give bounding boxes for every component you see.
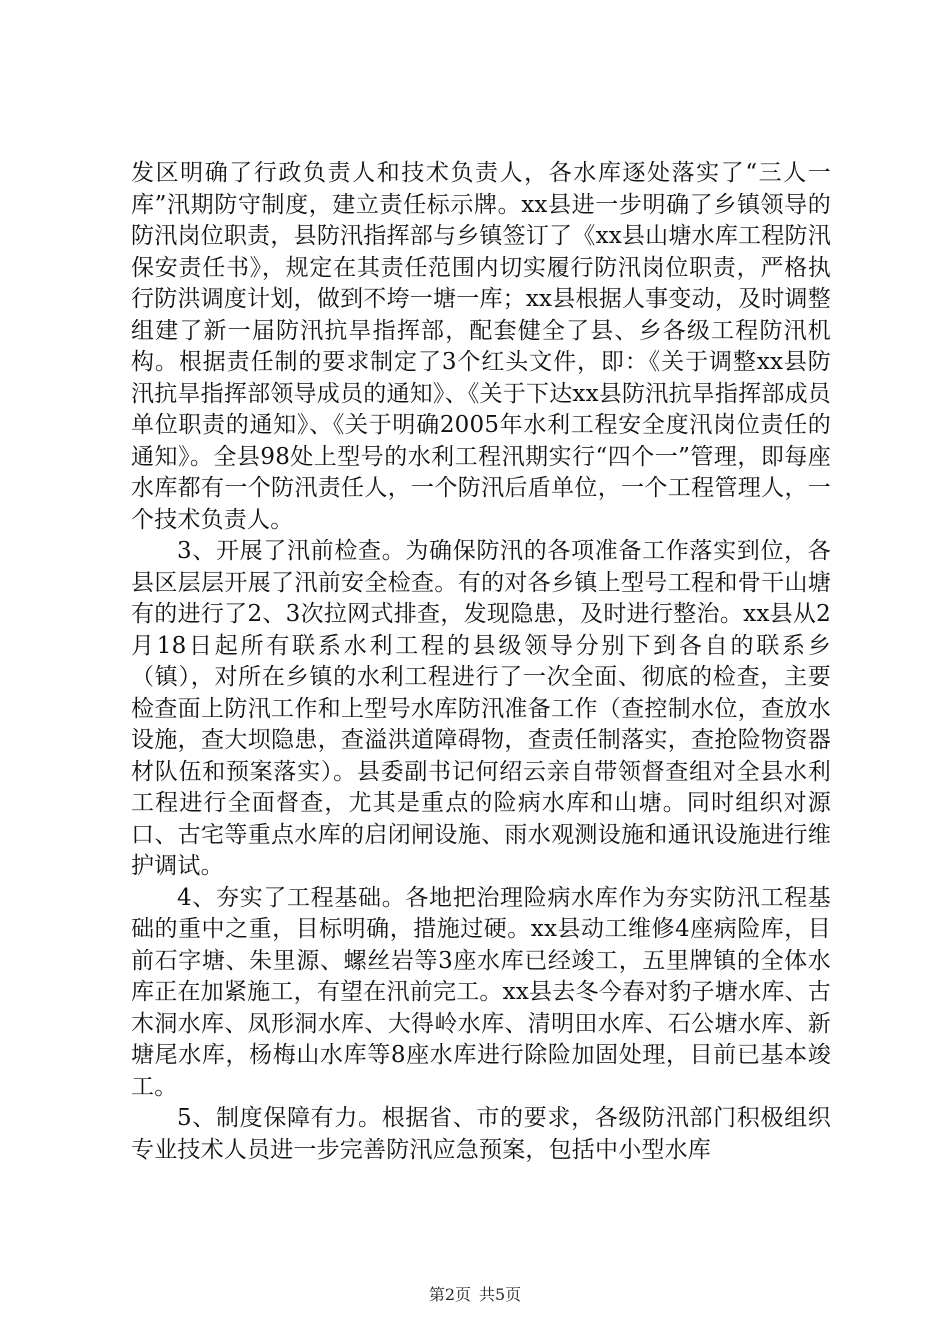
document-body [131, 158, 831, 1166]
paragraph-system-guarantee: 5、制度保障有力。根据省、市的要求，各级防汛部门积极组织专业技术人员进一步完善防汛应急预案，包括中小型水库 [131, 1105, 831, 1163]
page-footer [0, 1282, 950, 1305]
page-total: 共5页 [479, 1285, 522, 1304]
paragraph-engineering-foundation: 4、夯实了工程基础。各地把治理险病水库作为夯实防汛工程基础的重中之重，目标明确，措施过硬。xx县动工维修4座病险库，目前石字塘、朱里源、螺丝岩等3座水库已经竣工，五里牌镇的全体水库正在加紧施工，有望在汛前完工。xx县去冬今春对豹子塘水库、古木洞水库、凤形洞水库、大得岭水库、清明田水库、石公塘水库、新塘尾水库，杨梅山水库等8座水库进行除险加固处理，目前已基本竣工。 [131, 884, 831, 1100]
paragraph-pre-flood-inspection: 3、开展了汛前检查。为确保防汛的各项准备工作落实到位，各县区层层开展了汛前安全检查。有的对各乡镇上型号工程和骨干山塘有的进行了2、3次拉网式排查，发现隐患，及时进行整治。xx县从2月18日起所有联系水利工程的县级领导分别下到各自的联系乡（镇），对所在乡镇的水利工程进行了一次全面、彻底的检查，主要检查面上防汛工作和上型号水库防汛准备工作（查控制水位，查放水设施，查大坝隐患，查溢洪道障碍物，查责任制落实，查抢险物资器材队伍和预案落实）。县委副书记何绍云亲自带领督查组对全县水利工程进行全面督查，尤其是重点的险病水库和山塘。同时组织对源口、古宅等重点水库的启闭闸设施、雨水观测设施和通讯设施进行维护调试。 [131, 538, 831, 879]
paragraph-continued: 发区明确了行政负责人和技术负责人，各水库逐处落实了“三人一库”汛期防守制度，建立责任标示牌。xx县进一步明确了乡镇领导的防汛岗位职责，县防汛指挥部与乡镇签订了《xx县山塘水库工程防汛保安责任书》，规定在其责任范围内切实履行防汛岗位职责，严格执行防洪调度计划，做到不垮一塘一库；xx县根据人事变动，及时调整组建了新一届防汛抗旱指挥部，配套健全了县、乡各级工程防汛机构。根据责任制的要求制定了3个红头文件，即：《关于调整xx县防汛抗旱指挥部领导成员的通知》、《关于下达xx县防汛抗旱指挥部成员单位职责的通知》、《关于明确2005年水利工程安全度汛岗位责任的通知》。全县98处上型号的水利工程汛期实行“四个一”管理，即每座水库都有一个防汛责任人，一个防汛后盾单位，一个工程管理人，一个技术负责人。 [131, 160, 831, 533]
page-number: 第2页 [428, 1285, 471, 1304]
